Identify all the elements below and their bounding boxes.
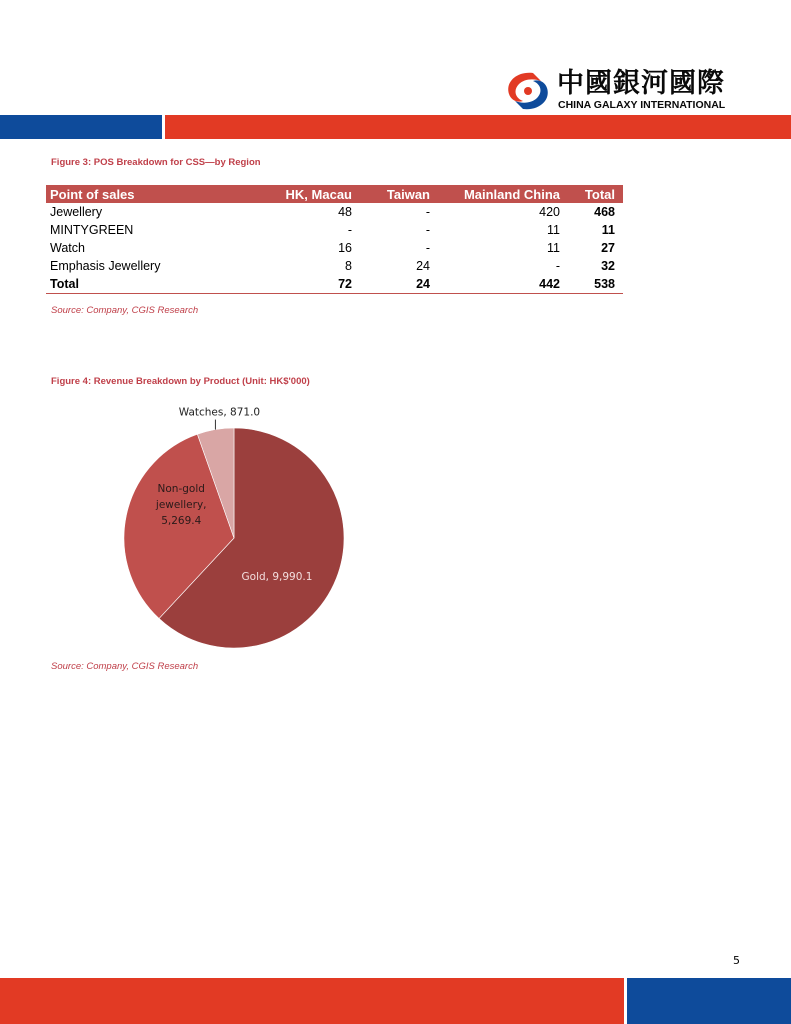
footer-band-blue	[627, 978, 791, 1024]
figure3-source: Source: Company, CGIS Research	[51, 305, 199, 316]
table-cell: Emphasis Jewellery	[50, 259, 161, 273]
revenue-pie-chart	[110, 400, 370, 660]
table-cell: Total	[46, 275, 265, 294]
table-cell: -	[347, 223, 352, 237]
pie-label-watches: Watches, 871.0	[178, 406, 261, 419]
header-band-blue	[0, 115, 162, 139]
table-cell: 16	[338, 241, 352, 255]
column-header: Total	[568, 185, 623, 203]
table-cell: Watch	[50, 241, 85, 255]
column-header: Taiwan	[360, 185, 438, 203]
column-header: Point of sales	[46, 185, 265, 203]
pie-label-non-gold-jewellery: Non-gold	[157, 483, 205, 496]
table-cell: 27	[601, 241, 615, 255]
table-cell: 538	[568, 275, 623, 294]
galaxy-logo-icon	[503, 70, 553, 112]
table-cell: Jewellery	[50, 205, 103, 219]
figure4-title: Figure 4: Revenue Breakdown by Product (Unit: HK$'000)	[51, 376, 310, 387]
table-cell: 11	[547, 241, 560, 255]
table-cell: 11	[601, 223, 615, 237]
logo-chinese-text: 中國銀河國際	[557, 68, 725, 99]
pie-label-gold: Gold, 9,990.1	[241, 570, 313, 583]
table-cell: -	[425, 223, 430, 237]
table-cell: 48	[338, 205, 352, 219]
table-cell: -	[555, 259, 560, 273]
page-number: 5	[733, 954, 740, 967]
column-header: Mainland China	[438, 185, 568, 203]
table-cell: MINTYGREEN	[50, 223, 134, 237]
table-cell: 468	[594, 205, 615, 219]
footer-band-red	[0, 978, 624, 1024]
table-row	[46, 257, 623, 275]
pos-breakdown-table	[46, 185, 623, 294]
figure3-title: Figure 3: POS Breakdown for CSS—by Region	[51, 157, 261, 168]
company-logo	[503, 68, 743, 114]
table-cell: -	[425, 205, 430, 219]
figure4-source: Source: Company, CGIS Research	[51, 661, 199, 672]
table-cell: 72	[265, 275, 360, 294]
logo-english-text: CHINA GALAXY INTERNATIONAL	[558, 99, 726, 111]
table-cell: 420	[539, 205, 560, 219]
table-cell: 8	[345, 259, 352, 273]
pie-label-non-gold-jewellery: jewellery,	[155, 499, 207, 512]
table-row	[46, 221, 623, 239]
table-total-row	[46, 275, 623, 294]
pie-label-non-gold-jewellery: 5,269.4	[161, 515, 202, 528]
table-cell: 32	[601, 259, 615, 273]
header-band-red	[165, 115, 791, 139]
table-cell: -	[425, 241, 430, 255]
table-row	[46, 239, 623, 257]
table-header-row	[46, 185, 623, 203]
column-header: HK, Macau	[265, 185, 360, 203]
table-cell: 11	[547, 223, 560, 237]
table-cell: 24	[416, 259, 430, 273]
table-cell: 24	[360, 275, 438, 294]
table-row	[46, 203, 623, 221]
table-cell: 442	[438, 275, 568, 294]
